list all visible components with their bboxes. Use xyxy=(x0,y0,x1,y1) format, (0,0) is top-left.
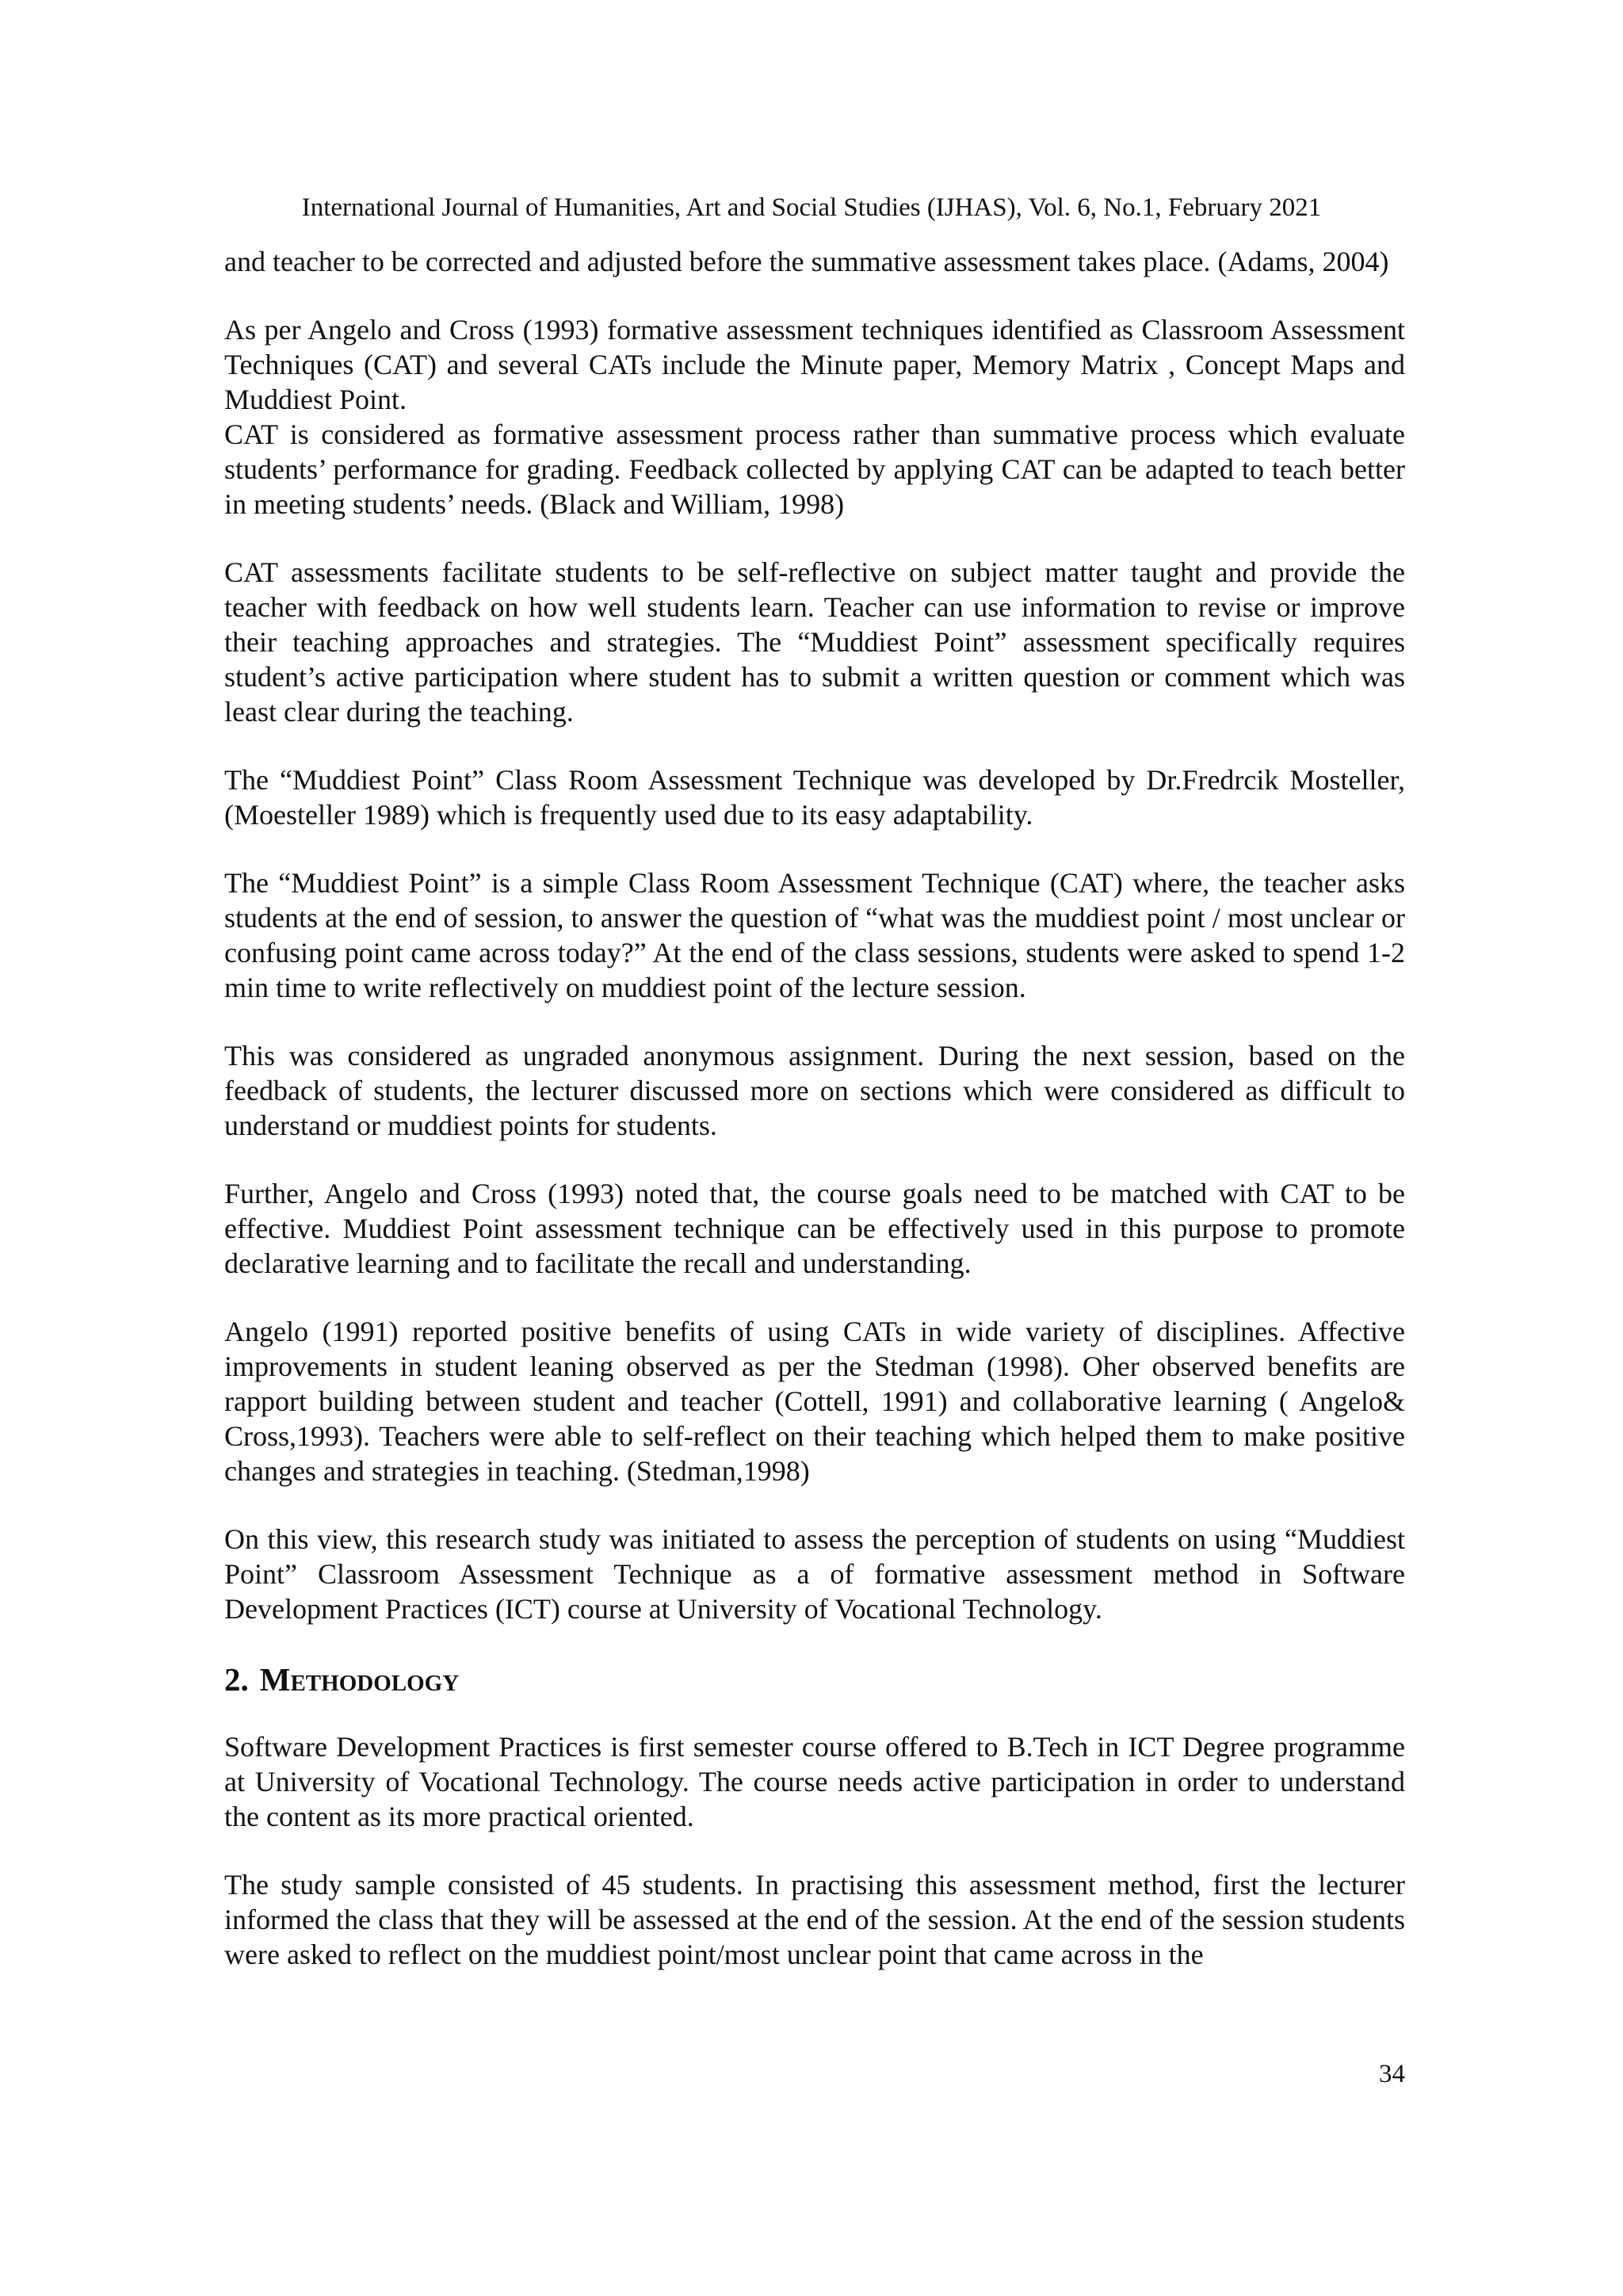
paragraph: On this view, this research study was initiated to assess the perception of students on using “Muddiest Point” Classroom Assessment Technique as a of formative assessment method in Software Development Practices (ICT) course at University of Vocational Technology. xyxy=(224,1523,1405,1625)
paragraph: Angelo (1991) reported positive benefits of using CATs in wide variety of disciplines. Affective improvements in student leaning observed as per the Stedman (1998). Oher observed benefits are rapport building between student and teacher (Cottell, 1991) and collaborative learning ( Angelo& Cross,1993). Teachers were able to self-reflect on their teaching which helped them to make positive changes and strategies in teaching. (Stedman,1998) xyxy=(224,1316,1405,1487)
paragraph: The “Muddiest Point” Class Room Assessment Technique was developed by Dr.Fredrcik Mosteller, (Moesteller 1989) which is frequently used due to its easy adaptability. xyxy=(224,764,1405,831)
paragraph: and teacher to be corrected and adjusted before the summative assessment takes place. (Adams, 2004) xyxy=(224,246,1389,277)
paragraph: Software Development Practices is first semester course offered to B.Tech in ICT Degree programme at University of Vocational Technology. The course needs active participation in order to understand the content as its more practical oriented. xyxy=(224,1731,1405,1832)
body-text xyxy=(224,244,1405,2005)
paragraph: Further, Angelo and Cross (1993) noted that, the course goals need to be matched with CAT to be effective. Muddiest Point assessment technique can be effectively used in this purpose to promote declarative learning and to facilitate the recall and understanding. xyxy=(224,1178,1405,1279)
paragraph: CAT is considered as formative assessment process rather than summative process which evaluate students’ performance for grading. Feedback collected by applying CAT can be adapted to teach better in meeting students’ needs. (Black and William, 1998) xyxy=(224,418,1405,520)
section-title: Methodology xyxy=(259,1661,460,1698)
running-header: International Journal of Humanities, Art and Social Studies (IJHAS), Vol. 6, No.1, February 2021 xyxy=(301,193,1322,222)
paragraph: The study sample consisted of 45 students. In practising this assessment method, first the lecturer informed the class that they will be assessed at the end of the session. At the end of the session students were asked to reflect on the muddiest point/most unclear point that came across in the xyxy=(224,1869,1405,1970)
paragraph: The “Muddiest Point” is a simple Class Room Assessment Technique (CAT) where, the teacher asks students at the end of session, to answer the question of “what was the muddiest point / most unclear or confusing point came across today?” At the end of the class sessions, students were asked to spend 1-2 min time to write reflectively on muddiest point of the lecture session. xyxy=(224,867,1405,1003)
page-number: 34 xyxy=(1379,2060,1405,2088)
paragraph: CAT assessments facilitate students to be self-reflective on subject matter taught and provide the teacher with feedback on how well students learn. Teacher can use information to revise or improve their teaching approaches and strategies. The “Muddiest Point” assessment specifically requires student’s active participation where student has to submit a written question or comment which was least clear during the teaching. xyxy=(224,556,1405,728)
paragraph: This was considered as ungraded anonymous assignment. During the next session, based on the feedback of students, the lecturer discussed more on sections which were considered as difficult to understand or muddiest points for students. xyxy=(224,1040,1405,1141)
paragraph: As per Angelo and Cross (1993) formative assessment techniques identified as Classroom Assessment Techniques (CAT) and several CATs include the Minute paper, Memory Matrix , Concept Maps and Muddiest Point. xyxy=(224,314,1405,415)
section-number: 2. xyxy=(224,1661,249,1698)
section-heading xyxy=(224,1660,1405,1699)
